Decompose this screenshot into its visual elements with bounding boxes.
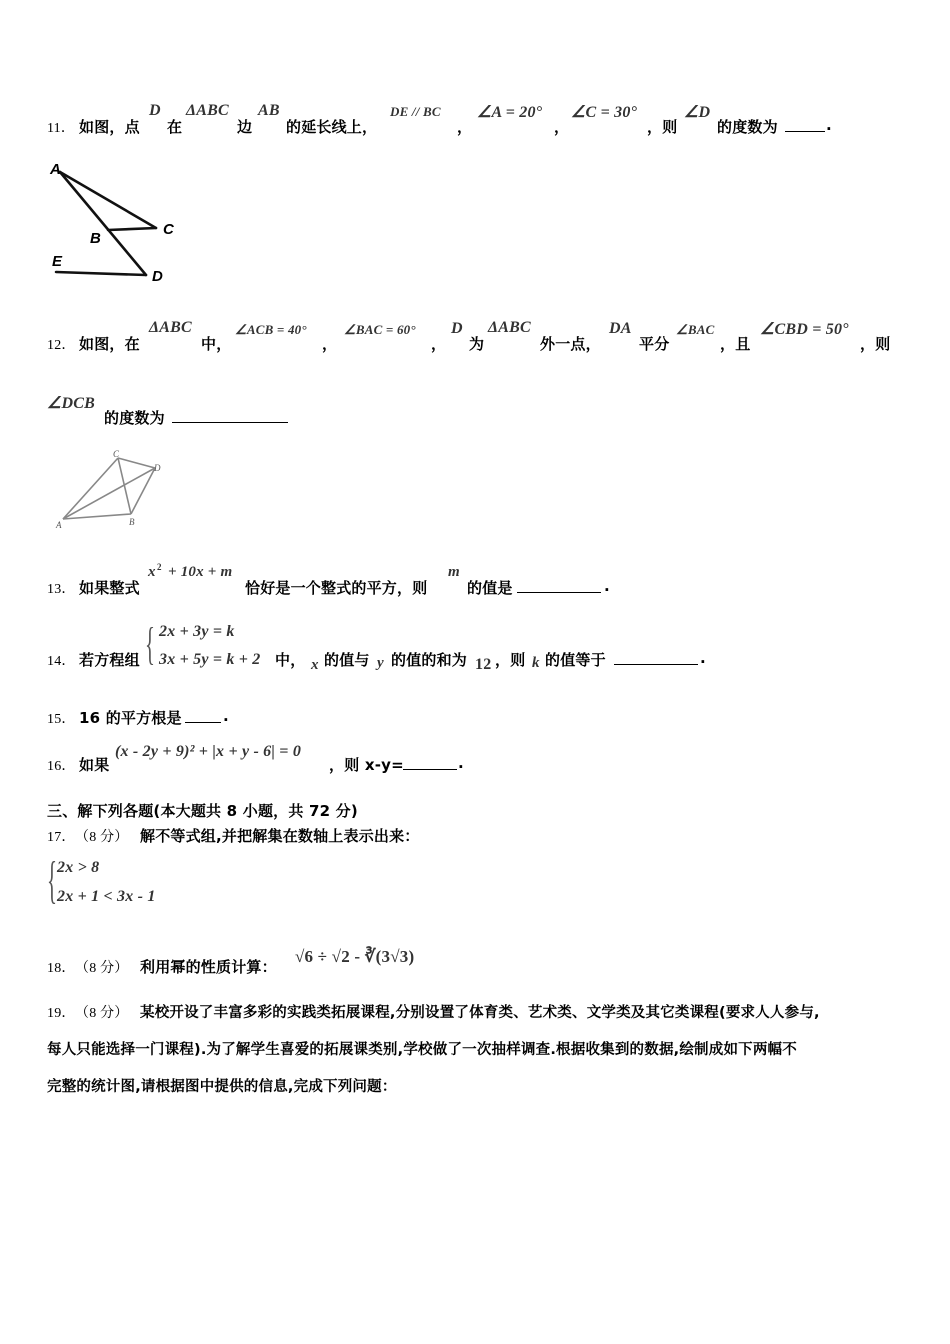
q11-text: ， [554, 118, 570, 136]
label-e: E [52, 253, 63, 270]
q12-math-triangle: ΔABC [149, 319, 192, 336]
q14-text: 若方程组 [79, 651, 140, 669]
q16-number: 16． [47, 759, 76, 774]
label-b: B [129, 517, 135, 527]
q11-math-parallel: DE // BC [390, 104, 441, 119]
q13-number: 13． [47, 582, 76, 597]
question-15 [47, 707, 347, 729]
q12-text: 如图，在 [79, 335, 140, 353]
segment-ac [60, 172, 156, 228]
q12-math-bac2: ∠BAC [676, 322, 715, 337]
label-d: D [154, 463, 161, 473]
q11-math-angle-c: ∠C = 30° [571, 104, 638, 121]
label-c: C [163, 221, 174, 238]
q11-math-angle-a: ∠A = 20° [477, 104, 543, 121]
q19-score: （8 分） [75, 1006, 129, 1021]
q16-text: ，则 x-y= [329, 756, 404, 774]
question-19 [47, 1000, 917, 1100]
q13-math-exponent: 2 [157, 562, 162, 572]
q14-brace: { [145, 618, 156, 669]
q14-number: 14． [47, 654, 76, 669]
answer-blank[interactable] [185, 708, 221, 723]
q11-text: . [826, 116, 832, 134]
label-c: C [113, 449, 120, 459]
q11-text: 的延长线上， [286, 118, 378, 136]
segment-cb [118, 458, 131, 514]
label-d: D [152, 268, 163, 285]
q13-text: 如果整式 [79, 579, 140, 597]
q12-math-dcb: ∠DCB [47, 395, 96, 412]
q16-text: . [458, 754, 464, 772]
q12-text: 平分 [639, 335, 670, 353]
q11-text: 边 [237, 118, 253, 136]
q11-math-triangle: ΔABC [186, 102, 229, 119]
q12-number: 12． [47, 338, 76, 353]
q18-number: 18． [47, 961, 76, 976]
q13-math-m: m [448, 564, 460, 580]
q12-math-da: DA [609, 320, 632, 337]
question-11 [47, 102, 907, 142]
question-17 [47, 825, 547, 915]
q18-score: （8 分） [75, 961, 129, 976]
q12-math-cbd: ∠CBD = 50° [760, 321, 849, 338]
q11-text: 的度数为 [717, 118, 778, 136]
segment-bc [108, 228, 156, 230]
q19-text-line-3: 完整的统计图,请根据图中提供的信息,完成下列问题： [47, 1079, 397, 1095]
q14-text: 的值等于 [545, 651, 606, 669]
q11-text: 在 [167, 118, 183, 136]
q17-inequality-2: 2x + 1 < 3x - 1 [57, 888, 156, 905]
q12-text: ，则 [860, 335, 891, 353]
q14-text: 的值的和为 [391, 651, 468, 669]
q12-text: 为 [469, 335, 485, 353]
q12-text: 中， [201, 335, 232, 353]
answer-blank[interactable] [785, 117, 825, 132]
q18-text: 利用幂的性质计算： [140, 958, 277, 976]
q18-math-expression: √6 ÷ √2 - ∛(3√3) [295, 947, 415, 966]
q13-text: 恰好是一个整式的平方，则 [245, 579, 428, 597]
question-16 [47, 740, 547, 776]
question-18 [47, 943, 547, 976]
q11-text: ， [457, 118, 473, 136]
q17-score: （8 分） [75, 830, 129, 845]
question-12 [47, 318, 917, 358]
q12-text: ， [322, 335, 338, 353]
answer-blank[interactable] [517, 578, 601, 593]
question-14 [47, 620, 747, 680]
q19-number: 19． [47, 1006, 76, 1021]
q11-number: 11． [47, 121, 76, 136]
q14-text: ，则 [495, 651, 526, 669]
q12-text: ， [431, 335, 447, 353]
q11-math-ab: AB [258, 102, 280, 119]
segment-ad [60, 172, 146, 275]
label-a: A [56, 520, 62, 530]
q16-math-expression: (x - 2y + 9)² + |x + y - 6| = 0 [115, 743, 302, 760]
q12-figure [55, 448, 170, 530]
segment-ed [56, 272, 146, 275]
question-13 [47, 562, 747, 602]
q19-text-line-2: 每人只能选择一门课程).为了解学生喜爱的拓展课类别,学校做了一次抽样调查.根据收集到的数据,绘制成如下两幅不 [47, 1042, 797, 1058]
q14-equation-2: 3x + 5y = k + 2 [159, 651, 261, 668]
q16-text: 如果 [79, 756, 110, 774]
q14-text: 的值与 [324, 651, 370, 669]
segment-ac [63, 458, 118, 519]
q12-text: ，且 [720, 335, 751, 353]
q13-text: 的值是 [467, 579, 513, 597]
q14-math-y: y [377, 655, 384, 671]
q11-text: ，则 [647, 118, 678, 136]
q13-text: . [604, 577, 610, 595]
q11-text: 如图，点 [79, 118, 140, 136]
q12-math-acb: ∠ACB = 40° [235, 322, 307, 337]
q14-math-x: x [311, 657, 319, 673]
q14-equation-1: 2x + 3y = k [159, 623, 235, 640]
q14-text: 中， [275, 651, 306, 669]
question-12-line-2 [47, 392, 347, 432]
section-heading: 三、解下列各题(本大题共 8 小题，共 72 分) [47, 802, 358, 820]
q15-text: . [223, 707, 229, 725]
q11-math-d: D [149, 102, 161, 119]
q13-math-x: x [148, 564, 156, 580]
label-b: B [90, 230, 101, 247]
answer-blank[interactable] [403, 755, 457, 770]
q14-math-k: k [532, 655, 540, 671]
segment-ab [63, 514, 131, 519]
q12-math-d: D [451, 320, 463, 337]
q13-math-expression: + 10x + m [168, 564, 233, 580]
q17-inequality-1: 2x > 8 [57, 859, 100, 876]
answer-blank[interactable] [172, 408, 288, 423]
q14-text: . [700, 649, 706, 667]
q17-brace: { [47, 852, 58, 909]
q12-text: 外一点， [540, 335, 601, 353]
q19-text-line-1: 某校开设了丰富多彩的实践类拓展课程,分别设置了体育类、艺术类、文学类及其它类课程(要求人人参与, [140, 1005, 820, 1021]
answer-blank[interactable] [614, 650, 698, 665]
q11-figure [48, 160, 188, 286]
q11-math-angle-d: ∠D [684, 104, 711, 121]
q17-text: 解不等式组,并把解集在数轴上表示出来： [140, 827, 420, 845]
q12-text: 的度数为 [104, 409, 165, 427]
q12-math-triangle: ΔABC [488, 319, 531, 336]
q12-math-bac: ∠BAC = 60° [344, 322, 416, 337]
q15-text: 16 的平方根是 [79, 709, 182, 727]
segment-cd [118, 458, 155, 468]
q17-number: 17． [47, 830, 76, 845]
q14-math-12: 12 [475, 656, 492, 673]
label-a: A [50, 161, 61, 178]
q15-number: 15． [47, 712, 76, 727]
